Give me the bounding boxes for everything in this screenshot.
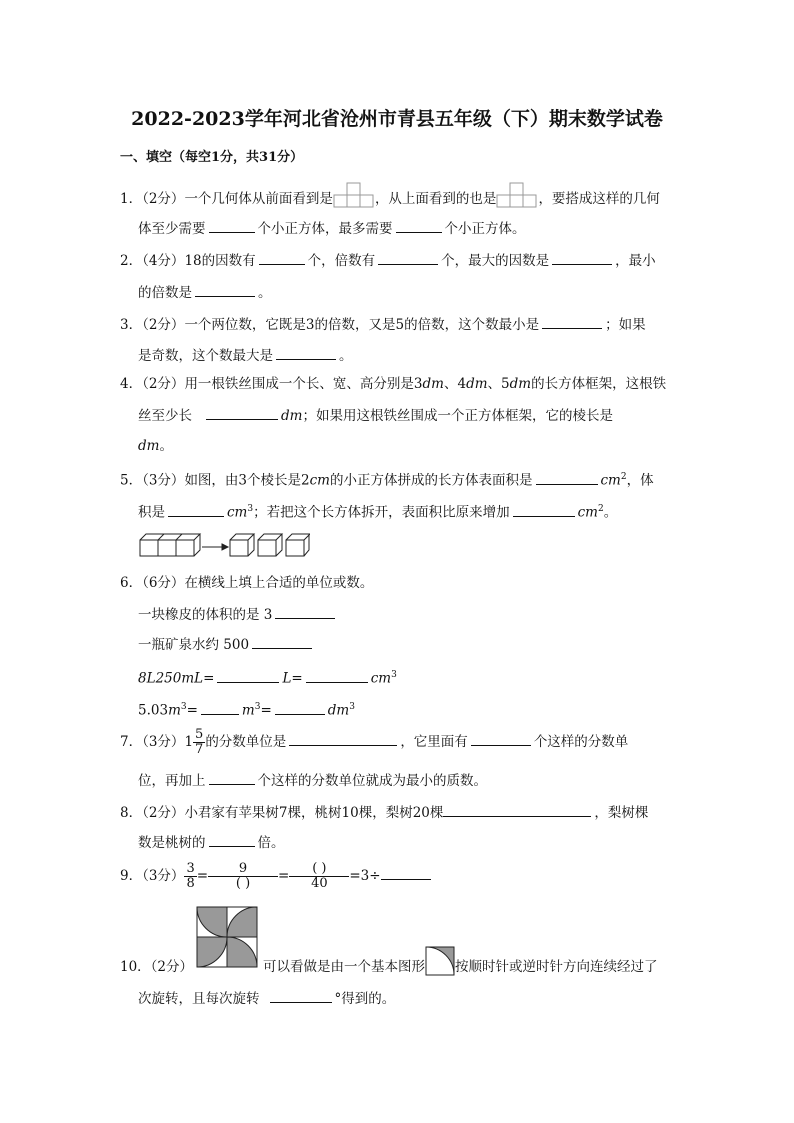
answer-blank[interactable]: [381, 865, 431, 880]
question-6: 6．（6分）在横线上填上合适的单位或数。: [120, 575, 374, 591]
answer-blank[interactable]: [252, 634, 312, 649]
question-4-line-2: 丝至少长 dm；如果用这根铁丝围成一个正方体框架，它的棱长是: [138, 405, 613, 425]
answer-blank[interactable]: [209, 770, 255, 785]
fraction: $\frac{3}{8}$: [186, 861, 195, 891]
question-1: 1．（2分）一个几何体从前面看到是 ，从上面看到的也是 ，要搭成这样的几何: [120, 190, 680, 209]
answer-blank[interactable]: [306, 668, 368, 683]
question-6-line-1: 一块橡皮的体积的是 3: [138, 604, 338, 624]
question-6-line-4: $5.03m^3= m^3= dm^3$: [138, 698, 355, 720]
answer-blank[interactable]: [195, 282, 255, 297]
answer-blank[interactable]: [513, 502, 575, 517]
answer-blank[interactable]: [275, 700, 325, 715]
answer-blank[interactable]: [378, 250, 438, 265]
answer-blank[interactable]: [217, 668, 279, 683]
question-9: 9．（3分） $\frac{3}{8}$ = $\frac{9}{( )}$ = $\frac{( )}{40}$ =3÷: [120, 862, 680, 891]
question-5: 5．（3分）如图，由3个棱长是2cm的小正方体拼成的长方体表面积是 $cm^2$，体: [120, 468, 680, 490]
question-8: 8．（2分）小君家有苹果树7棵，桃树10棵，梨树20棵 ，梨树棵: [120, 802, 680, 822]
question-8-line-2: 数是桃树的 倍。: [138, 832, 285, 852]
answer-blank[interactable]: [209, 832, 255, 847]
fraction: $\frac{9}{( )}$: [208, 862, 278, 891]
answer-blank[interactable]: [396, 218, 442, 233]
question-7-line-2: 位，再加上 个这样的分数单位就成为最小的质数。: [138, 770, 487, 790]
question-6-line-3: $8L250mL= L= cm^3$: [138, 666, 397, 688]
fraction: $\frac{( )}{40}$: [289, 862, 349, 891]
answer-blank[interactable]: [276, 345, 336, 360]
page-title: 2022-2023学年河北省沧州市青县五年级（下）期末数学试卷: [131, 108, 663, 130]
answer-blank[interactable]: [206, 405, 278, 420]
answer-blank[interactable]: [201, 700, 239, 715]
question-4: 4．（2分）用一根铁丝围成一个长、宽、高分别是3dm、4dm、5dm的长方体框架，这根铁: [120, 376, 667, 392]
question-4-line-3: dm。: [138, 438, 173, 454]
question-3: 3．（2分）一个两位数，它既是3的倍数，又是5的倍数，这个数最小是 ；如果: [120, 314, 680, 334]
question-1-line-2: 体至少需要 个小正方体，最多需要 个小正方体。: [138, 218, 526, 238]
cuboid-split-figure: [138, 532, 310, 558]
answer-blank[interactable]: [552, 250, 612, 265]
basic-shape-figure: [425, 946, 455, 976]
answer-blank[interactable]: [471, 731, 531, 746]
front-view-figure: [333, 181, 375, 209]
answer-blank[interactable]: [209, 218, 255, 233]
answer-blank[interactable]: [168, 502, 224, 517]
answer-blank[interactable]: [289, 731, 397, 746]
answer-blank[interactable]: [259, 250, 305, 265]
question-10: 10．（2分） 可以看做是由一个基本图形 按顺时针或逆时针方向连续经过了: [120, 958, 680, 976]
question-3-line-2: 是奇数，这个数最大是 。: [138, 345, 353, 365]
top-view-figure: [496, 181, 538, 209]
question-5-line-2: 积是 $cm^3$；若把这个长方体拆开，表面积比原来增加 $cm^2$。: [138, 500, 617, 522]
question-2: 2．（4分）18的因数有 个，倍数有 个，最大的因数是 ，最小: [120, 250, 680, 270]
answer-blank[interactable]: [270, 988, 332, 1003]
answer-blank[interactable]: [275, 604, 335, 619]
question-2-line-2: 的倍数是 。: [138, 282, 272, 302]
question-7: 7．（3分）1 $\frac{5}{7}$ 的分数单位是 ，它里面有 个这样的分数单: [120, 727, 629, 757]
mixed-fraction: $\frac{5}{7}$: [195, 727, 204, 757]
answer-blank[interactable]: [536, 470, 598, 485]
question-6-line-2: 一瓶矿泉水约 500: [138, 634, 315, 654]
answer-blank[interactable]: [542, 314, 602, 329]
question-10-line-2: 次旋转，且每次旋转 °得到的。: [138, 988, 395, 1008]
answer-blank[interactable]: [443, 802, 591, 817]
section-heading: 一、填空（每空1分，共31分）: [120, 150, 304, 165]
